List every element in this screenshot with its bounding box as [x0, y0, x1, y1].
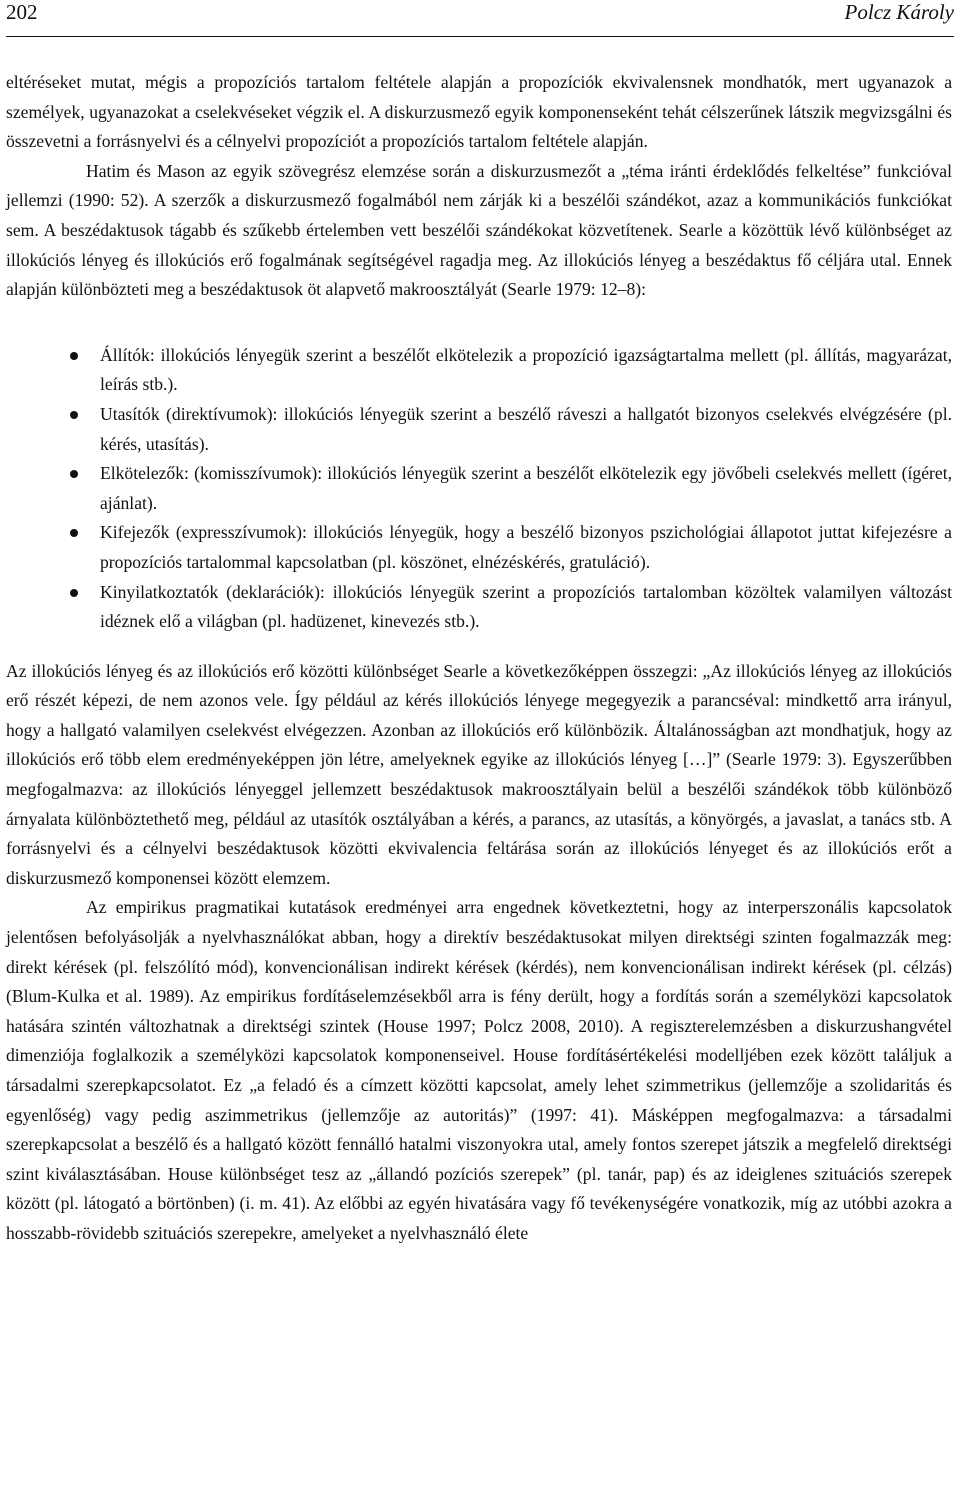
list-item-text: Kifejezők (expresszívumok): illokúciós lényegük, hogy a beszélő bizonyos pszichológiai állapotot juttat kifejezésre a propozíciós tartalommal kapcsolatban (pl. köszönet, elnézéskérés, gratuláció).: [100, 522, 952, 572]
list-item: [100, 578, 952, 637]
speech-act-list: [6, 341, 952, 637]
bullet-icon: [70, 470, 78, 478]
page-header: [6, 0, 954, 37]
bullet-icon: [70, 529, 78, 537]
paragraph-2: Hatim és Mason az egyik szövegrész elemzése során a diskurzusmezőt a „téma iránti érdeklődés felkeltése” funkcióval jellemzi (1990: 52). A szerzők a diskurzusmező fogalmából nem zárják ki a beszélői szándékot, azaz a kommunikációs funkciókat sem. A beszédaktusok tágabb és szűkebb értelemben vett beszélői szándékokat közvetítenek. Searle a közöttük lévő különbséget az illokúciós lényeg és illokúciós erő fogalmának segítségével ragadja meg. Az illokúciós lényeg a beszédaktus fő céljára utal. Ennek alapján különbözteti meg a beszédaktusok öt alapvető makroosztályát (Searle 1979: 12–8):: [6, 160, 952, 300]
page-number: 202: [6, 0, 38, 24]
bullet-icon: [70, 589, 78, 597]
list-item-text: Állítók: illokúciós lényegük szerint a beszélőt elkötelezik a propozíció igazságtartalma mellett (pl. állítás, magyarázat, leírás stb.).: [100, 344, 952, 395]
bullet-icon: [70, 352, 78, 360]
list-item: [100, 341, 952, 400]
paragraph-1: eltéréseket mutat, mégis a propozíciós tartalom feltétele alapján a propozíciók ekvivalensnek mondhatók, mert ugyanazok a személyek, ugyanazokat a cselekvéseket végzik el. A diskurzusmező egyik komponenseként tehát célszerűnek látszik megvizsgálni és összevetni a forrásnyelvi és a célnyelvi propozíciót a propozíciós tartalom feltétele alapján.: [6, 72, 952, 152]
running-title: Polcz Károly: [844, 0, 954, 24]
list-item-text: Kinyilatkoztatók (deklarációk): illokúciós lényegük szerint a propozíciós tartalomban közöltek valamilyen változást idéznek elő a világban (pl. hadüzenet, kinevezés stb.).: [100, 581, 952, 632]
body-text: [6, 68, 952, 1249]
list-item: [100, 459, 952, 518]
spacer: [6, 305, 952, 341]
bullet-icon: [70, 411, 78, 419]
list-item: [100, 518, 952, 577]
spacer: [6, 637, 952, 657]
paragraph-4: Az empirikus pragmatikai kutatások eredményei arra engednek következtetni, hogy az interperszonális kapcsolatok jelentősen befolyásolják a nyelvhasználókat abban, hogy a direktív beszédaktusokat milyen direktségi szinten fogalmazzák meg: direkt kérések (pl. felszólító mód), konvencionálisan indirekt kérések (kérdés), nem konvencionálisan indirekt kérések (pl. célzás) (Blum-Kulka et al. 1989). Az empirikus fordításelemzésekből arra is fény derült, hogy a fordítás során a személyközi kapcsolatok hatására szintén változhatnak a direktségi szintek (House 1997; Polcz 2008, 2010). A regiszterelemzésben a diskurzushangvétel dimenziója foglalkozik a személyközi kapcsolatok komponenseivel. House fordításértékelési modelljében ezek között találjuk a társadalmi szerepkapcsolatot. Ez „a feladó és a címzett közötti kapcsolat, amely lehet szimmetrikus (jellemzője a szolidaritás és egyenlőség) vagy pedig aszimmetrikus (jellemzője az autoritás)” (1997: 41). Másképpen megfogalmazva: a társadalmi szerepkapcsolat a beszélő és a hallgató között fennálló hatalmi viszonyokra utal, amely fontos szerepet játszik a megfelelő direktségi szint kiválasztásában. House különbséget tesz az „állandó pozíciós szerepek” (pl. tanár, pap) és az ideiglenes szituációs szerepek között (pl. látogató a börtönben) (i. m. 41). Az előbbi az egyén hivatására vagy fő tevékenységére vonatkozik, míg az utóbbi azokra a hosszabb-rövidebb szituációs szerepekre, amelyeket a nyelvhasználó élete: [6, 897, 952, 1243]
list-item-text: Utasítók (direktívumok): illokúciós lényegük szerint a beszélő ráveszi a hallgatót bizonyos cselekvés elvégzésére (pl. kérés, utasítás).: [100, 403, 952, 454]
paragraph-3: Az illokúciós lényeg és az illokúciós erő közötti különbséget Searle a következőképpen összegzi: „Az illokúciós lényeg az illokúciós erő részét képezi, de nem azonos vele. Így például az kérés illokúciós lényege megegyezik a parancséval: mindkettő arra irányul, hogy a hallgató valamilyen cselekvést elvégezzen. Azonban az illokúciós erő különbözik. Általánosságban azt mondhatjuk, hogy az illokúciós erő több elem eredményeképpen jön létre, amelyeknek egyike az illokúciós lényeg […]” (Searle 1979: 3). Egyszerűbben megfogalmazva: az illokúciós lényeggel jellemzett beszédaktusok makroosztályain belül a beszélői szándékok több különböző árnyalata különböztethető meg, például az utasítók osztályában a kérés, a parancs, az utasítás, a könyörgés, a javaslat, a tanács stb. A forrásnyelvi és a célnyelvi beszédaktusok közötti ekvivalencia feltárása során az illokúciós lényeget és az illokúciós erőt a diskurzusmező komponensei között elemzem.: [6, 660, 952, 888]
list-item-text: Elkötelezők: (komisszívumok): illokúciós lényegük szerint a beszélőt elkötelezik egy jövőbeli cselekvés mellett (ígéret, ajánlat).: [100, 463, 952, 513]
list-item: [100, 400, 952, 459]
